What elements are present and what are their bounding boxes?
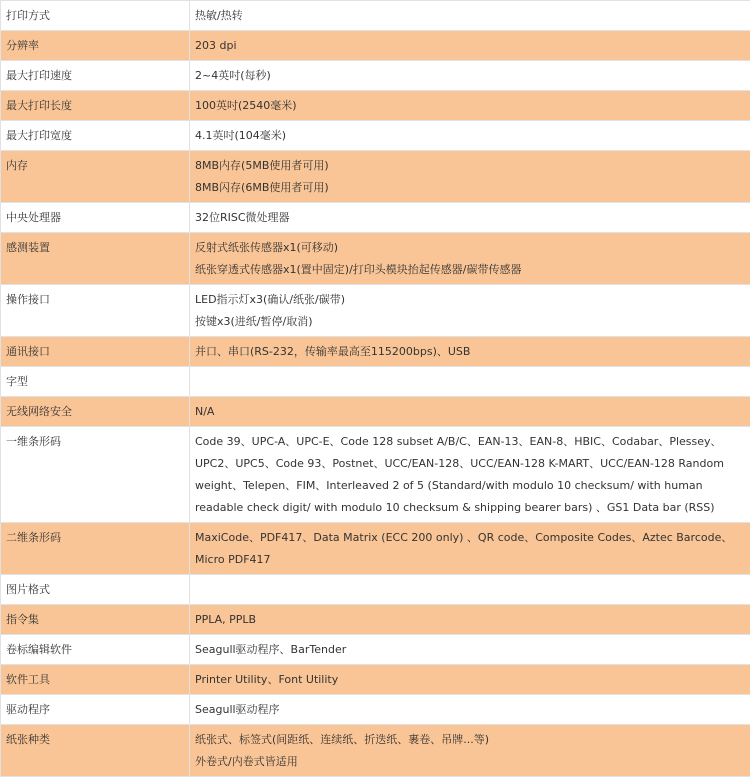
spec-value-line: Printer Utility、Font Utility (195, 669, 745, 691)
spec-label: 最大打印长度 (1, 91, 190, 121)
spec-value (190, 61, 750, 91)
spec-value (190, 605, 750, 635)
spec-table-body (1, 1, 750, 777)
spec-row (1, 61, 750, 91)
spec-value (190, 367, 750, 397)
spec-value-line: 热敏/热转 (195, 5, 745, 27)
spec-value (190, 1, 750, 31)
spec-value-line: Seagull驱动程序 (195, 699, 745, 721)
spec-label: 卷标编辑软件 (1, 635, 190, 665)
spec-value-line: PPLA, PPLB (195, 609, 745, 631)
spec-label: 图片格式 (1, 575, 190, 605)
spec-label: 打印方式 (1, 1, 190, 31)
spec-value (190, 121, 750, 151)
spec-label: 一维条形码 (1, 427, 190, 523)
spec-row (1, 605, 750, 635)
spec-value (190, 635, 750, 665)
spec-value-line: 按键x3(进纸/暂停/取消) (195, 311, 745, 333)
spec-value-line: 8MB内存(5MB使用者可用) (195, 155, 745, 177)
spec-value (190, 151, 750, 203)
spec-row (1, 1, 750, 31)
spec-label: 通讯接口 (1, 337, 190, 367)
spec-label: 内存 (1, 151, 190, 203)
spec-value-line (195, 371, 745, 393)
spec-row (1, 695, 750, 725)
spec-row (1, 151, 750, 203)
spec-label: 字型 (1, 367, 190, 397)
spec-label: 无线网络安全 (1, 397, 190, 427)
spec-value-line: Code 39、UPC-A、UPC-E、Code 128 subset A/B/C、EAN-13、EAN-8、HBIC、Codabar、Plessey、UPC2、UPC5、Code 93、Postnet、UCC/EAN-128、UCC/EAN-128 K-MART、UCC/EAN-128 Random weight、Telepen、FIM、Interleaved 2 of 5 (Standard/with modulo 10 checksum/ with human readable check digit/ with modulo 10 checksum & shipping bearer bars) 、GS1 Data bar (RSS) (195, 431, 745, 519)
spec-value (190, 575, 750, 605)
spec-value-line: LED指示灯x3(确认/纸张/碳带) (195, 289, 745, 311)
spec-value-line: 4.1英吋(104毫米) (195, 125, 745, 147)
spec-value (190, 233, 750, 285)
spec-value-line: 8MB闪存(6MB使用者可用) (195, 177, 745, 199)
spec-row (1, 397, 750, 427)
spec-value (190, 397, 750, 427)
spec-label: 最大打印宽度 (1, 121, 190, 151)
spec-value-line (195, 579, 745, 601)
spec-row (1, 337, 750, 367)
spec-row (1, 233, 750, 285)
spec-label: 中央处理器 (1, 203, 190, 233)
spec-value-line: 纸张穿透式传感器x1(置中固定)/打印头模块抬起传感器/碳带传感器 (195, 259, 745, 281)
spec-label: 指令集 (1, 605, 190, 635)
spec-value (190, 31, 750, 61)
spec-label: 最大打印速度 (1, 61, 190, 91)
spec-value-line: 100英吋(2540毫米) (195, 95, 745, 117)
spec-value (190, 337, 750, 367)
spec-value-line: Seagull驱动程序、BarTender (195, 639, 745, 661)
spec-value-line: 纸张式、标签式(间距纸、连续纸、折迭纸、裹卷、吊牌...等) (195, 729, 745, 751)
spec-value-line: 203 dpi (195, 35, 745, 57)
spec-label: 纸张种类 (1, 725, 190, 777)
spec-value-line: 2~4英吋(每秒) (195, 65, 745, 87)
spec-value-line: N/A (195, 401, 745, 423)
spec-row (1, 285, 750, 337)
spec-value (190, 523, 750, 575)
spec-value-line: 32位RISC微处理器 (195, 207, 745, 229)
spec-row (1, 121, 750, 151)
spec-value (190, 725, 750, 777)
spec-label: 分辨率 (1, 31, 190, 61)
spec-row (1, 523, 750, 575)
spec-label: 软件工具 (1, 665, 190, 695)
spec-value (190, 665, 750, 695)
spec-value (190, 427, 750, 523)
spec-value (190, 203, 750, 233)
spec-row (1, 427, 750, 523)
spec-row (1, 635, 750, 665)
spec-row (1, 91, 750, 121)
spec-row (1, 665, 750, 695)
spec-row (1, 725, 750, 777)
spec-row (1, 203, 750, 233)
spec-label: 操作接口 (1, 285, 190, 337)
spec-label: 驱动程序 (1, 695, 190, 725)
spec-row (1, 575, 750, 605)
spec-label: 二维条形码 (1, 523, 190, 575)
spec-value (190, 285, 750, 337)
spec-value (190, 695, 750, 725)
spec-row (1, 367, 750, 397)
spec-value (190, 91, 750, 121)
spec-value-line: MaxiCode、PDF417、Data Matrix (ECC 200 only) 、QR code、Composite Codes、Aztec Barcode、Micro PDF417 (195, 527, 745, 571)
spec-label: 感测装置 (1, 233, 190, 285)
spec-row (1, 31, 750, 61)
spec-value-line: 反射式纸张传感器x1(可移动) (195, 237, 745, 259)
spec-value-line: 外卷式/内卷式皆适用 (195, 751, 745, 773)
spec-value-line: 并口、串口(RS-232，传输率最高至115200bps)、USB (195, 341, 745, 363)
